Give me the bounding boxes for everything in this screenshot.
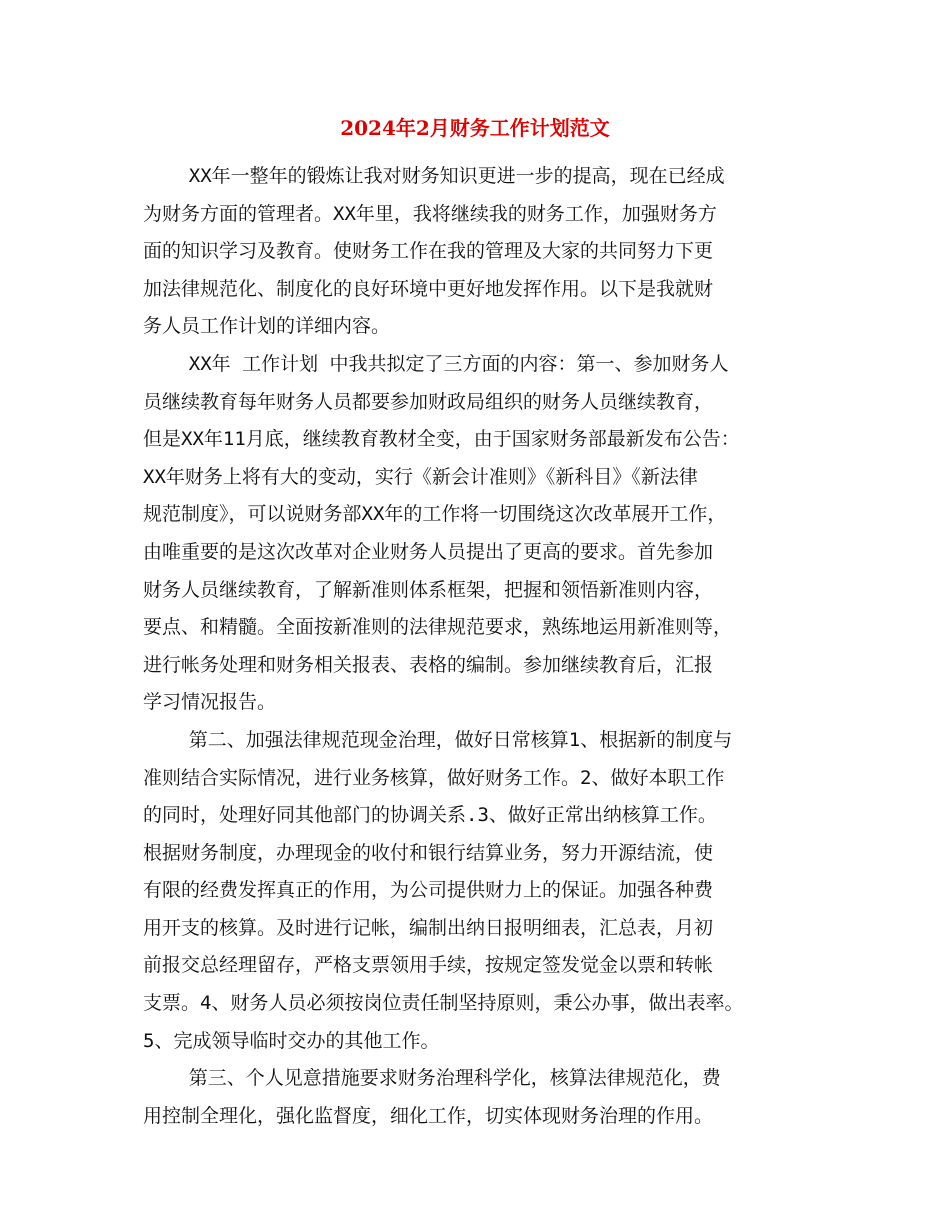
document-title: 2024年2月财务工作计划范文	[340, 116, 610, 140]
body-line: 第二、加强法律规范现金治理，做好日常核算1、根据新的制度与	[143, 728, 733, 751]
body-line: 前报交总经理留存，严格支票领用手续，按规定签发觉金以票和转帐	[143, 954, 714, 977]
body-line: 的同时，处理好同其他部门的协调关系.3、做好正常出纳核算工作。	[143, 804, 717, 827]
body-line: XX年一整年的锻炼让我对财务知识更进一步的提高，现在已经成	[143, 165, 725, 187]
body-line: XX年财务上将有大的变动，实行《新会计准则》《新科目》《新法律	[143, 465, 698, 488]
body-line: 要点、和精髓。全面按新准则的法律规范要求，熟练地运用新准则等，	[143, 616, 733, 639]
body-line: 但是XX年11月底，继续教育教材全变，由于国家财务部最新发布公告：	[143, 428, 740, 451]
body-line: 财务人员继续教育，了解新准则体系框架，把握和领悟新准则内容，	[143, 578, 714, 601]
body-line: 支票。4、财务人员必须按岗位责任制坚持原则，秉公办事，做出表率。	[143, 992, 744, 1015]
body-line: 务人员工作计划的详细内容。	[143, 315, 391, 338]
body-line: 有限的经费发挥真正的作用，为公司提供财力上的保证。加强各种费	[143, 879, 714, 902]
body-line: 由唯重要的是这次改革对企业财务人员提出了更高的要求。首先参加	[143, 540, 714, 563]
document-body	[143, 158, 823, 1135]
body-line: 5、完成领导临时交办的其他工作。	[143, 1029, 440, 1052]
body-line: 学习情况报告。	[143, 691, 277, 714]
body-line: 规范制度》，可以说财务部XX年的工作将一切围绕这次改革展开工作，	[143, 503, 727, 526]
body-line: 面的知识学习及教育。使财务工作在我的管理及大家的共同努力下更	[143, 240, 714, 263]
body-line: XX年 工作计划 中我共拟定了三方面的内容：第一、参加财务人	[143, 352, 729, 375]
body-line: 用控制全理化，强化监督度，细化工作，切实体现财务治理的作用。	[143, 1104, 714, 1127]
body-line: 根据财务制度，办理现金的收付和银行结算业务，努力开源结流，使	[143, 841, 714, 864]
body-line: 准则结合实际情况，进行业务核算，做好财务工作。2、做好本职工作	[143, 766, 725, 789]
body-line: 用开支的核算。及时进行记帐，编制出纳日报明细表，汇总表，月初	[143, 916, 714, 939]
body-line: 为财务方面的管理者。XX年里，我将继续我的财务工作，加强财务方	[143, 202, 717, 225]
body-line: 员继续教育每年财务人员都要参加财政局组织的财务人员继续教育，	[143, 390, 714, 413]
body-line: 进行帐务处理和财务相关报表、表格的编制。参加继续教育后，汇报	[143, 653, 714, 676]
body-line: 第三、个人见意措施要求财务治理科学化，核算法律规范化，费	[143, 1067, 721, 1090]
body-line: 加法律规范化、制度化的良好环境中更好地发挥作用。以下是我就财	[143, 277, 714, 300]
